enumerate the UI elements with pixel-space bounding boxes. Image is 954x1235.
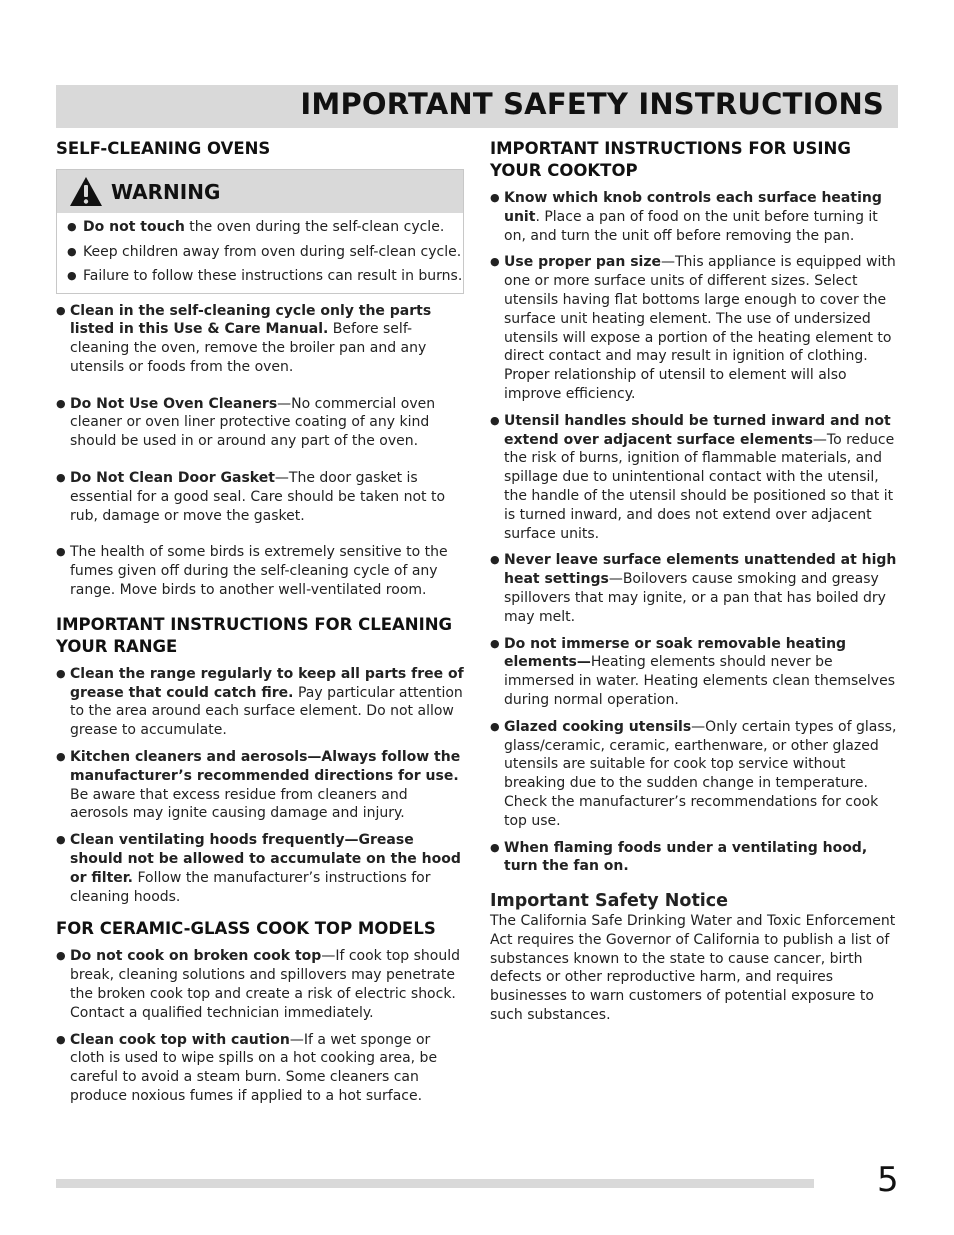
list-item: ● Do not touch the oven during the self-clean cycle. bbox=[57, 215, 463, 240]
footer-bar bbox=[56, 1179, 814, 1188]
list-item: ● The health of some birds is extremely sensitive to the fumes given off during the self-cleaning cycle of any range. Move birds to another well-ventilated room. bbox=[56, 543, 464, 599]
right-column bbox=[490, 138, 900, 1025]
list-item: ● Utensil handles should be turned inward and not extend over adjacent surface elements—To reduce the risk of burns, ignition of flammable materials, and spillage due to unintentional contact with the utensil, the handle of the utensil should be positioned so that it is turned inward, and does not extend over adjacent surface units. bbox=[490, 412, 900, 544]
warning-list bbox=[57, 213, 463, 293]
list-item: ● Kitchen cleaners and aerosols—Always follow the manufacturer’s recommended directions for use. Be aware that excess residue from cleaners and aerosols may ignite causing damage and injury. bbox=[56, 748, 464, 823]
list-item: ● Do not immerse or soak removable heating elements—Heating elements should never be immersed in water. Heating elements clean themselves during normal operation. bbox=[490, 635, 900, 710]
list-item: ● Clean the range regularly to keep all parts free of grease that could catch fire. Pay particular attention to the area around each surface element. Do not allow grease to accumulate. bbox=[56, 665, 464, 740]
list-item: ● Know which knob controls each surface heating unit. Place a pan of food on the unit before turning it on, and turn the unit off before removing the pan. bbox=[490, 189, 900, 245]
warning-header bbox=[57, 170, 463, 213]
self-cleaning-list bbox=[56, 302, 464, 600]
list-item: ● Do Not Use Oven Cleaners—No commercial oven cleaner or oven liner protective coating of any kind should be used in or around any part of the oven. bbox=[56, 395, 464, 451]
ceramic-glass-list bbox=[56, 947, 464, 1105]
list-item: ● Clean cook top with caution—If a wet sponge or cloth is used to wipe spills on a hot cooking area, be careful to avoid a steam burn. Some cleaners can produce noxious fumes if applied to a hot surface. bbox=[56, 1031, 464, 1106]
warning-triangle-icon bbox=[69, 175, 103, 209]
cleaning-range-list bbox=[56, 665, 464, 907]
list-item: ● Failure to follow these instructions can result in burns. bbox=[57, 264, 463, 289]
list-item: ● Do not cook on broken cook top—If cook top should break, cleaning solutions and spillovers may penetrate the broken cook top and create a risk of electric shock. Contact a qualified technician immediately. bbox=[56, 947, 464, 1022]
list-item: ● Glazed cooking utensils—Only certain types of glass, glass/ceramic, ceramic, earthenware, or other glazed utensils are suitable for cook top service without breaking due to the sudden change in temperature. Check the manufacturer’s recommendations for cook top use. bbox=[490, 718, 900, 831]
cleaning-range-heading: IMPORTANT INSTRUCTIONS FOR CLEANING YOUR RANGE bbox=[56, 614, 453, 656]
cooktop-heading: IMPORTANT INSTRUCTIONS FOR USING YOUR COOKTOP bbox=[490, 139, 851, 180]
cooktop-list bbox=[490, 189, 900, 876]
list-item: ● When flaming foods under a ventilating hood, turn the fan on. bbox=[490, 839, 900, 877]
list-item: ● Keep children away from oven during self-clean cycle. bbox=[57, 240, 463, 265]
list-item: ● Never leave surface elements unattended at high heat settings—Boilovers cause smoking and greasy spillovers that may ignite, or a pan that has boiled dry may melt. bbox=[490, 551, 900, 626]
page-number: 5 bbox=[877, 1160, 899, 1200]
warning-title: WARNING bbox=[111, 179, 221, 204]
list-item: ● Use proper pan size—This appliance is equipped with one or more surface units of different sizes. Select utensils having flat bottoms large enough to cover the surface unit heating element. The use of undersized utensils will expose a portion of the heating element to direct contact and may result in ignition of clothing. Proper relationship of utensil to element will also improve efficiency. bbox=[490, 253, 900, 403]
self-cleaning-heading: SELF-CLEANING OVENS bbox=[56, 139, 271, 158]
ceramic-glass-heading: FOR CERAMIC-GLASS COOK TOP MODELS bbox=[56, 919, 436, 939]
title-banner bbox=[56, 85, 898, 128]
notice-title: Important Safety Notice bbox=[490, 891, 729, 912]
warning-box bbox=[56, 169, 464, 294]
list-item: ● Do Not Clean Door Gasket—The door gasket is essential for a good seal. Care should be taken not to rub, damage or move the gasket. bbox=[56, 469, 464, 525]
left-column bbox=[56, 138, 464, 1106]
list-item: ● Clean ventilating hoods frequently—Grease should not be allowed to accumulate on the hood or filter. Follow the manufacturer’s instructions for cleaning hoods. bbox=[56, 831, 464, 906]
list-item: ● Clean in the self-cleaning cycle only the parts listed in this Use & Care Manual. Before self-cleaning the oven, remove the broiler pan and any utensils or foods from the oven. bbox=[56, 302, 464, 377]
notice-text: The California Safe Drinking Water and Toxic Enforcement Act requires the Governor of California to publish a list of substances known to the state to cause cancer, birth defects or other reproductive harm, and requires businesses to warn customers of potential exposure to such substances. bbox=[490, 913, 896, 1024]
page-title: IMPORTANT SAFETY INSTRUCTIONS bbox=[300, 87, 884, 121]
